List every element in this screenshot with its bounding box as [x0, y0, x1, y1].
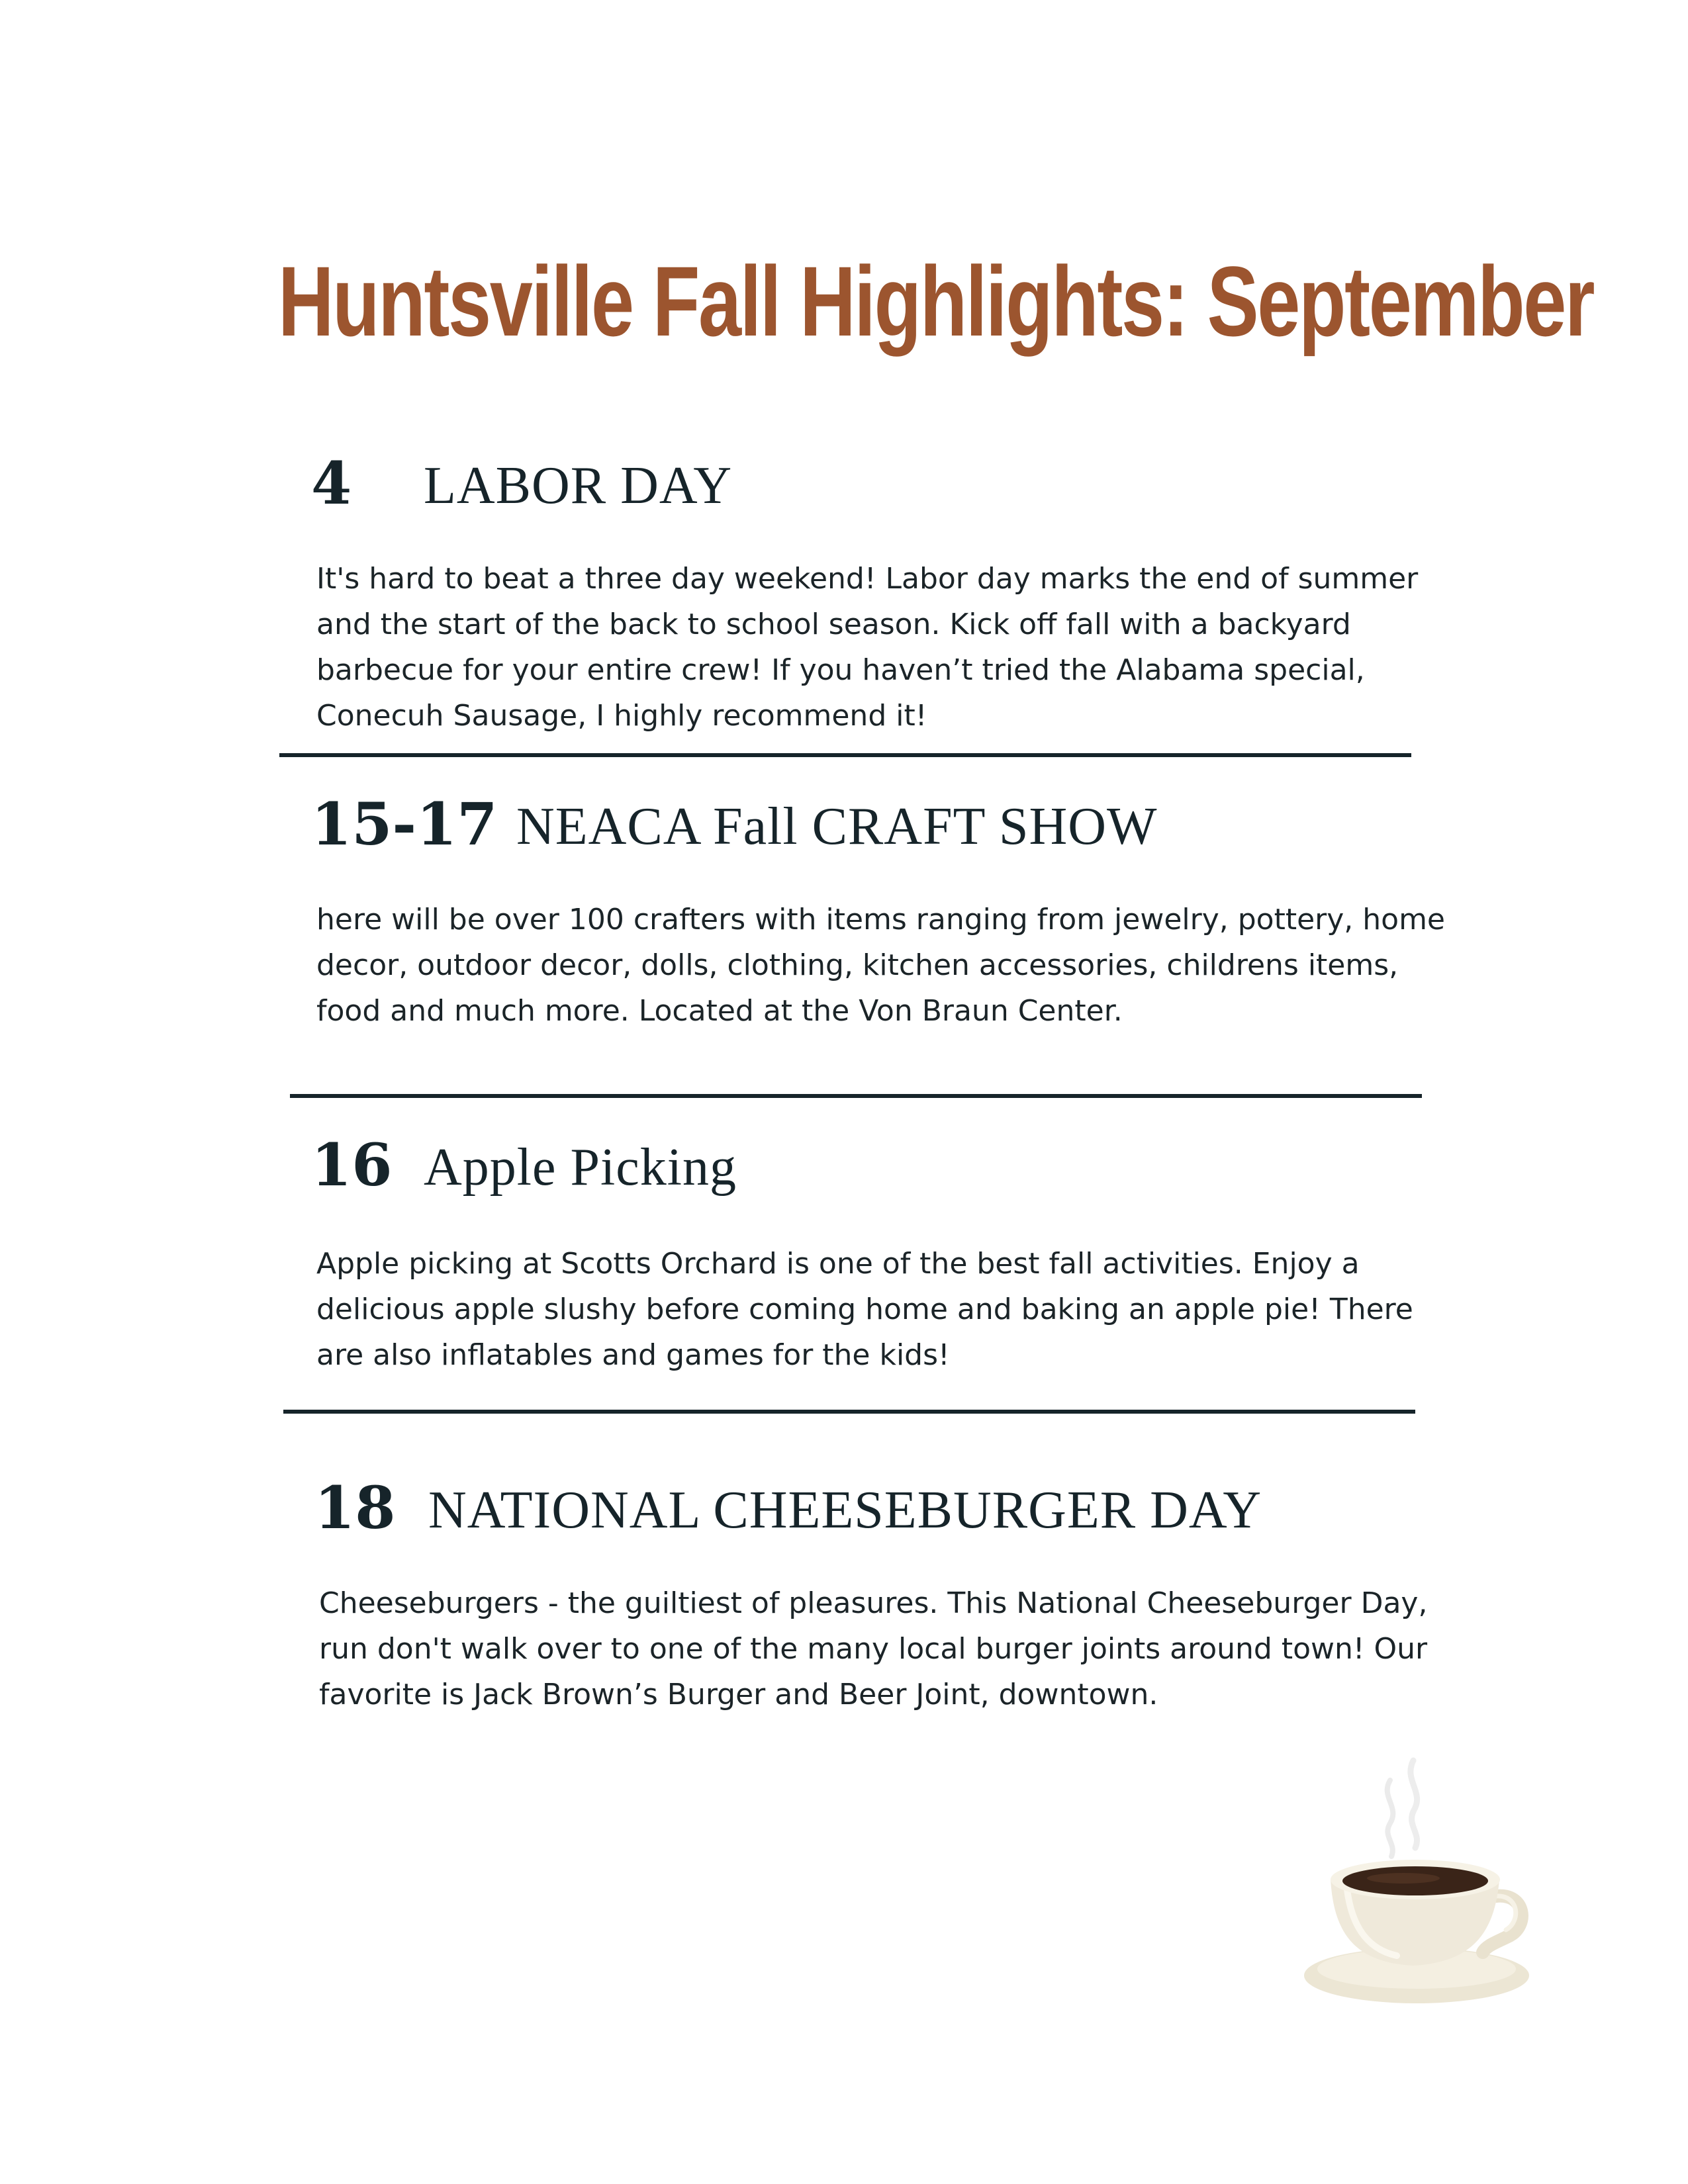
event-day: 15-17 — [311, 790, 498, 858]
event-description: here will be over 100 crafters with items ranging from jewelry, pottery, home decor, outdoor decor, dolls, clothing, kitchen accessories, childrens items, food and much more. Located at the Von Braun Center. — [316, 903, 1445, 1028]
event-day: 16 — [311, 1130, 393, 1199]
event-description: Apple picking at Scotts Orchard is one of the best fall activities. Enjoy a delicious apple slushy before coming home and baking an apple pie! There are also inflatables and games for the kids! — [316, 1247, 1413, 1372]
event-name: NEACA Fall CRAFT SHOW — [516, 797, 1158, 856]
event-name: NATIONAL CHEESEBURGER DAY — [428, 1481, 1262, 1539]
coffee-cup-icon — [1297, 1734, 1549, 2012]
page-title: Huntsville Fall Highlights: September — [278, 246, 1594, 357]
event-description: It's hard to beat a three day weekend! Labor day marks the end of summer and the start of the back to school season. Kick off fall with a backyard barbecue for your entire crew! If you haven’t tried the Alabama special, Conecuh Sausage, I highly recommend it! — [316, 562, 1419, 733]
event-description: Cheeseburgers - the guiltiest of pleasures. This National Cheeseburger Day, run don't walk over to one of the many local burger joints around town! Our favorite is Jack Brown’s Burger and Beer Joint, downtown. — [319, 1586, 1428, 1711]
divider — [290, 1094, 1422, 1098]
divider — [283, 1410, 1415, 1414]
divider — [279, 753, 1411, 757]
event-day: 4 — [311, 449, 352, 518]
event-name: LABOR DAY — [424, 457, 733, 515]
event-day: 18 — [314, 1473, 396, 1542]
event-name: Apple Picking — [424, 1138, 737, 1197]
